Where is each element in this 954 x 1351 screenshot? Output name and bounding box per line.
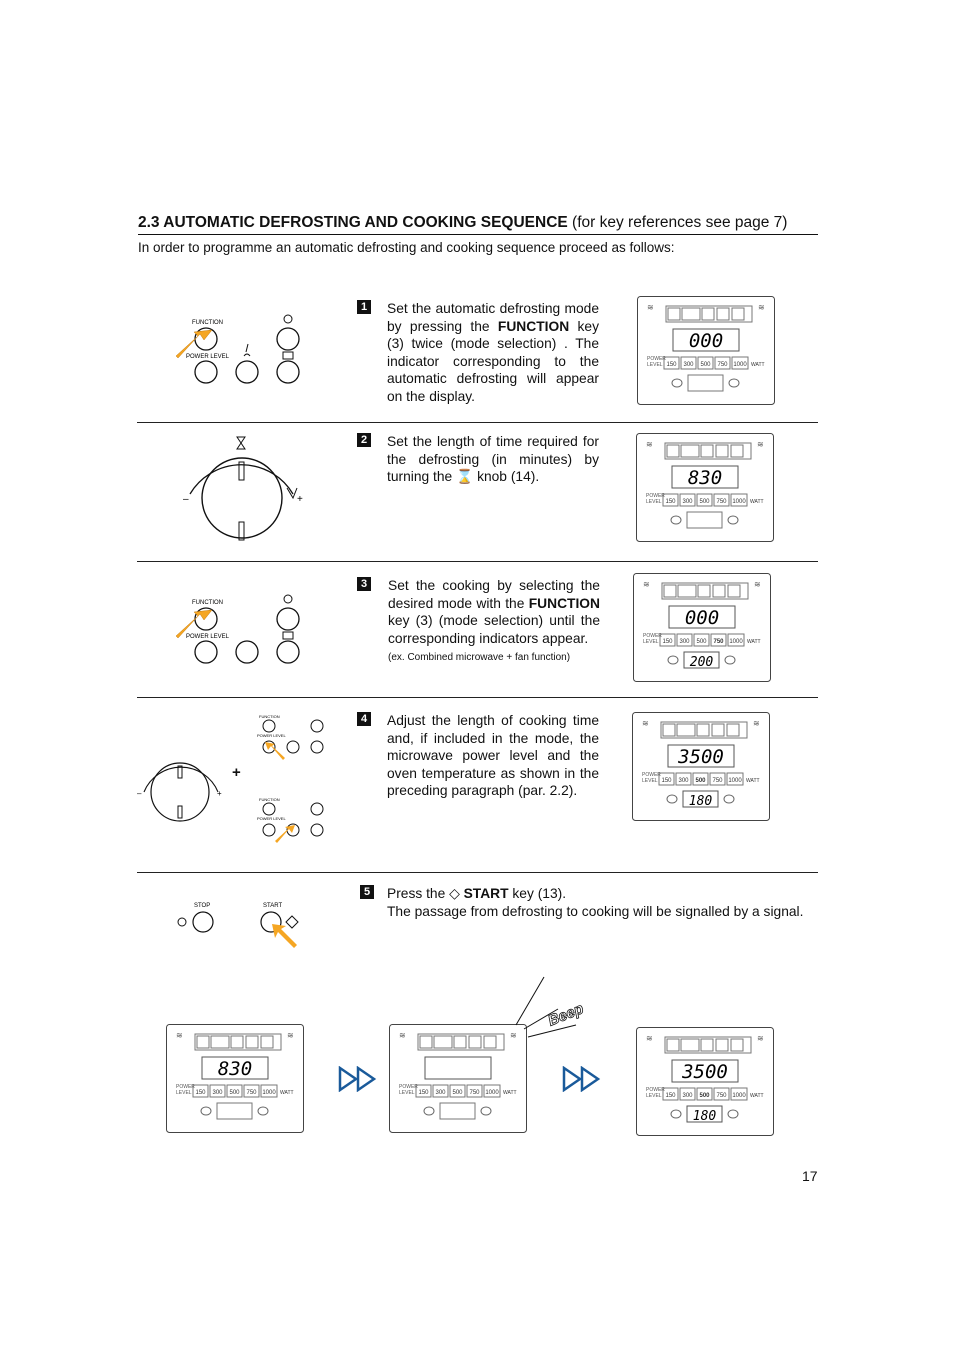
svg-text:≋: ≋ xyxy=(647,303,654,312)
step-number: 3 xyxy=(357,577,371,591)
svg-text:500: 500 xyxy=(699,499,710,505)
step-number: 5 xyxy=(360,885,374,899)
svg-text:POWER: POWER xyxy=(646,1087,665,1093)
next-arrow-icon xyxy=(562,1066,602,1092)
svg-text:WATT: WATT xyxy=(750,499,764,505)
svg-text:150: 150 xyxy=(665,1093,676,1099)
svg-text:WATT: WATT xyxy=(750,1093,764,1099)
oven-display xyxy=(633,573,772,683)
svg-text:500: 500 xyxy=(696,639,707,645)
oven-display xyxy=(389,1022,528,1134)
svg-text:LEVEL: LEVEL xyxy=(176,1090,192,1096)
svg-text:300: 300 xyxy=(682,1093,693,1099)
step-number: 2 xyxy=(357,433,371,447)
temp-display: 180 xyxy=(688,794,713,809)
oven-display xyxy=(636,1027,775,1137)
step-text: Set the automatic defrosting mode by pressing the FUNCTION key (3) twice (mode selection) . The indicator corresponding to the automatic defrosting will appear on the display. xyxy=(387,301,599,404)
svg-text:LEVEL: LEVEL xyxy=(646,499,662,505)
svg-text:1000: 1000 xyxy=(728,778,742,784)
time-display: 3500 xyxy=(682,1061,728,1083)
svg-text:300: 300 xyxy=(683,362,694,368)
svg-text:POWER: POWER xyxy=(642,772,661,778)
svg-text:POWER LEVEL: POWER LEVEL xyxy=(257,816,286,821)
step-text: Press the ◇ START key (13). The passage from defrosting to cooking will be signalled by a signal. xyxy=(387,886,804,919)
svg-text:≋: ≋ xyxy=(758,303,765,312)
svg-text:–: – xyxy=(183,494,189,505)
page-number: 17 xyxy=(802,1168,818,1184)
time-display: 830 xyxy=(217,1058,253,1080)
svg-text:1000: 1000 xyxy=(262,1090,276,1096)
step-text: Adjust the length of cooking time and, if included in the mode, the microwave power level and the oven temperature as shown in the preceding paragraph (par. 2.2). xyxy=(387,713,599,798)
oven-display xyxy=(632,712,771,822)
step-text: Set the length of time required for the defrosting (in minutes) by turning the ⌛ knob (14). xyxy=(387,434,599,484)
svg-text:500: 500 xyxy=(452,1090,463,1096)
svg-text:POWER: POWER xyxy=(176,1084,195,1090)
time-knob-illustration xyxy=(136,744,236,824)
svg-text:POWER: POWER xyxy=(399,1084,418,1090)
svg-text:≋: ≋ xyxy=(287,1031,294,1040)
svg-text:1000: 1000 xyxy=(732,1093,746,1099)
svg-text:≋: ≋ xyxy=(754,580,761,589)
svg-text:300: 300 xyxy=(435,1090,446,1096)
step-text: Set the cooking by selecting the desired mode with the FUNCTION key (3) (mode selection) until the corresponding indicators appear. (ex. Combined microwave + fan function) xyxy=(388,578,600,663)
svg-text:150: 150 xyxy=(195,1090,206,1096)
temp-display: 200 xyxy=(689,655,714,670)
svg-text:1000: 1000 xyxy=(732,499,746,505)
plus-sign: + xyxy=(232,764,241,781)
stop-icon xyxy=(178,918,186,926)
intro-text: In order to programme an automatic defrosting and cooking sequence proceed as follows: xyxy=(138,240,675,255)
svg-text:POWER: POWER xyxy=(647,356,666,362)
svg-text:Beep: Beep xyxy=(545,1000,586,1030)
control-panel-illustration xyxy=(170,310,320,390)
step-number: 1 xyxy=(357,300,371,314)
svg-text:150: 150 xyxy=(665,499,676,505)
svg-text:POWER LEVEL: POWER LEVEL xyxy=(257,733,286,738)
start-stop-illustration xyxy=(170,898,310,956)
svg-text:150: 150 xyxy=(661,778,672,784)
svg-text:LEVEL: LEVEL xyxy=(399,1090,415,1096)
svg-text:LEVEL: LEVEL xyxy=(647,362,663,368)
svg-text:LEVEL: LEVEL xyxy=(643,639,659,645)
svg-text:500: 500 xyxy=(699,1093,710,1099)
step-number: 4 xyxy=(357,712,371,726)
svg-text:300: 300 xyxy=(678,778,689,784)
svg-text:≋: ≋ xyxy=(176,1031,183,1040)
knob-icon xyxy=(202,458,282,538)
svg-text:500: 500 xyxy=(695,778,706,784)
svg-text:FUNCTION: FUNCTION xyxy=(192,600,223,606)
oven-display xyxy=(636,433,774,543)
svg-text:START: START xyxy=(263,903,283,909)
svg-text:500: 500 xyxy=(700,362,711,368)
svg-text:≋: ≋ xyxy=(642,719,649,728)
svg-text:LEVEL: LEVEL xyxy=(642,778,658,784)
svg-text:1000: 1000 xyxy=(729,639,743,645)
start-icon: ◇ xyxy=(449,886,460,901)
svg-text:1000: 1000 xyxy=(733,362,747,368)
svg-text:750: 750 xyxy=(717,362,728,368)
time-display: 000 xyxy=(688,330,724,352)
svg-text:500: 500 xyxy=(229,1090,240,1096)
svg-text:300: 300 xyxy=(679,639,690,645)
svg-text:WATT: WATT xyxy=(747,639,761,645)
start-icon xyxy=(286,916,298,928)
svg-text:LEVEL: LEVEL xyxy=(646,1093,662,1099)
svg-text:≋: ≋ xyxy=(646,1034,653,1043)
time-display: 000 xyxy=(684,607,720,629)
svg-text:≋: ≋ xyxy=(643,580,650,589)
svg-text:≋: ≋ xyxy=(757,1034,764,1043)
svg-text:+: + xyxy=(217,789,222,798)
separator xyxy=(137,422,818,423)
beep-signal xyxy=(510,975,600,1045)
svg-text:150: 150 xyxy=(666,362,677,368)
section-title: 2.3 AUTOMATIC DEFROSTING AND COOKING SEQUENCE (for key references see page 7) xyxy=(138,214,818,235)
control-panel-small xyxy=(255,712,330,762)
time-knob-illustration xyxy=(175,432,310,547)
svg-text:150: 150 xyxy=(418,1090,429,1096)
function-label: FUNCTION xyxy=(192,320,223,326)
svg-text:750: 750 xyxy=(716,499,727,505)
svg-text:750: 750 xyxy=(713,639,724,645)
svg-text:750: 750 xyxy=(246,1090,257,1096)
svg-text:–: – xyxy=(137,789,142,798)
svg-text:WATT: WATT xyxy=(503,1090,517,1096)
separator xyxy=(137,697,818,698)
svg-text:750: 750 xyxy=(716,1093,727,1099)
separator xyxy=(137,872,818,873)
hourglass-icon: ⌛ xyxy=(456,469,474,484)
svg-text:≋: ≋ xyxy=(510,1031,517,1040)
svg-text:WATT: WATT xyxy=(746,778,760,784)
svg-text:WATT: WATT xyxy=(280,1090,294,1096)
oven-display xyxy=(166,1024,305,1134)
svg-text:WATT: WATT xyxy=(751,362,765,368)
time-display: 3500 xyxy=(678,746,724,768)
stop-key xyxy=(193,912,213,932)
svg-text:≋: ≋ xyxy=(757,440,764,449)
svg-text:300: 300 xyxy=(682,499,693,505)
svg-text:≋: ≋ xyxy=(646,440,653,449)
next-arrow-icon xyxy=(338,1066,378,1092)
power-level-label: POWER LEVEL xyxy=(186,354,230,360)
svg-text:POWER: POWER xyxy=(646,493,665,499)
svg-text:FUNCTION: FUNCTION xyxy=(259,714,280,719)
svg-text:STOP: STOP xyxy=(194,903,211,909)
oven-display xyxy=(637,296,775,406)
control-panel-illustration xyxy=(170,590,320,670)
svg-text:150: 150 xyxy=(662,639,673,645)
svg-text:FUNCTION: FUNCTION xyxy=(259,797,280,802)
svg-text:≋: ≋ xyxy=(399,1031,406,1040)
svg-text:1000: 1000 xyxy=(485,1090,499,1096)
control-panel-small xyxy=(255,795,330,845)
time-display: 830 xyxy=(687,467,723,489)
separator xyxy=(137,561,818,562)
svg-text:POWER LEVEL: POWER LEVEL xyxy=(186,634,230,640)
svg-text:300: 300 xyxy=(212,1090,223,1096)
temp-display: 180 xyxy=(692,1109,717,1124)
svg-text:POWER: POWER xyxy=(643,633,662,639)
svg-text:≋: ≋ xyxy=(753,719,760,728)
svg-text:+: + xyxy=(297,494,303,505)
svg-text:750: 750 xyxy=(712,778,723,784)
svg-text:750: 750 xyxy=(469,1090,480,1096)
